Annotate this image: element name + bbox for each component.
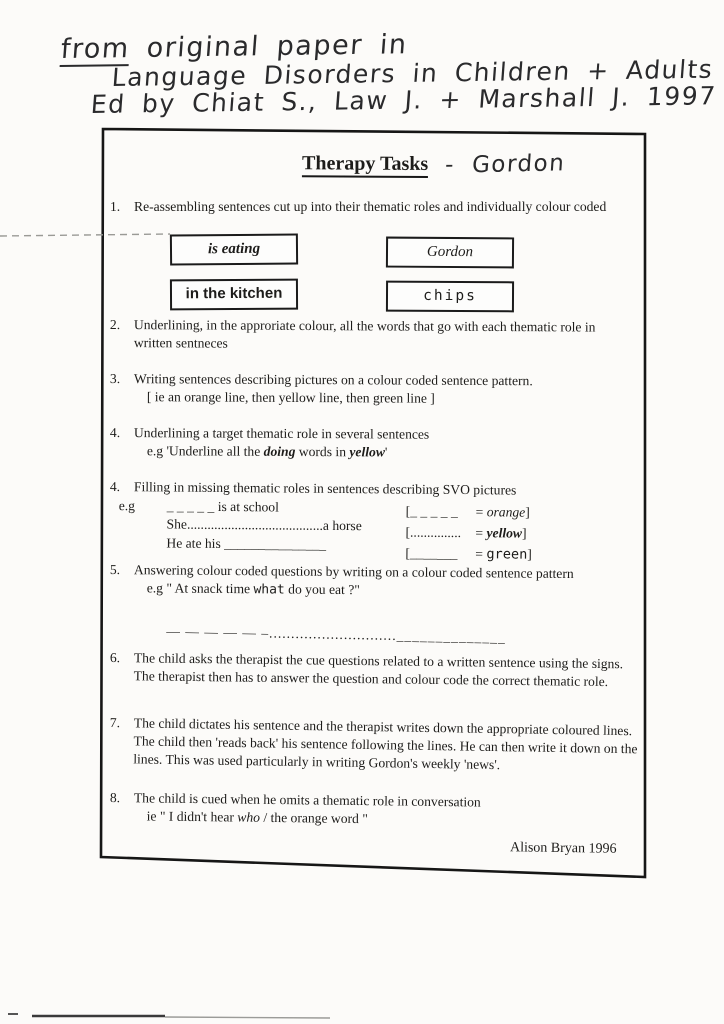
handwritten-from-word: from (60, 33, 131, 67)
item-number: 4. (109, 478, 121, 495)
blank-dots: ........................................ (186, 517, 323, 534)
sentence-card-chips (386, 281, 514, 313)
legend-word-orange: orange (486, 504, 526, 520)
sentence-card-in-the-kitchen (170, 279, 298, 311)
example-text: e.g " At snack time (146, 580, 254, 597)
equals-sign: = (475, 525, 484, 541)
title-dash-handwritten: - (444, 151, 456, 179)
example-text: do you eat ?" (284, 581, 360, 598)
example-sentence-1 (167, 498, 397, 518)
bracket: [ (405, 524, 411, 540)
example-text: e.g 'Underline all the (146, 443, 264, 460)
task-item-2 (110, 316, 630, 355)
card-label: chips (423, 287, 477, 304)
item-number: 4. (109, 425, 121, 441)
example-mono-what: what (253, 582, 285, 598)
card-label: in the kitchen (185, 285, 283, 303)
example-sentence-3 (166, 534, 396, 554)
item-number: 5. (109, 562, 121, 578)
legend-solid-line: _______ (409, 545, 458, 562)
sentence-text: She (166, 516, 188, 533)
pattern-solid-line: ______________ (396, 627, 506, 645)
answer-pattern-line (166, 622, 629, 649)
colour-code-legend (405, 503, 532, 567)
task-item-1 (110, 198, 630, 216)
bracket: ] (527, 546, 532, 562)
bracket: [ (405, 503, 411, 519)
item-text: Underlining, in the approriate colour, all the words that go with each thematic role in written sentneces (133, 317, 596, 351)
handwritten-line1-rest: original paper in (145, 29, 409, 64)
bracket: ] (525, 504, 530, 520)
task-item-5 (109, 561, 630, 644)
task-item-4b (109, 478, 630, 566)
item-number: 7. (109, 714, 121, 731)
legend-word-yellow: yellow (486, 525, 523, 541)
item-text: Answering colour coded questions by writing on a colour coded sentence pattern (133, 562, 574, 582)
task-item-3 (110, 370, 630, 409)
task-item-6 (110, 649, 630, 692)
page-title: Therapy Tasks (302, 152, 428, 178)
sentence-card-is-eating (170, 233, 298, 265)
handwritten-book-title: Language Disorders in Children + Adults (110, 54, 715, 93)
example-sentences (166, 498, 396, 555)
card-label: is eating (207, 241, 261, 258)
legend-dots: ............... (410, 524, 462, 541)
example-emphasis-yellow: yellow (349, 444, 385, 460)
blank-solid-line: _______________ (224, 535, 327, 552)
item-text: The child is cued when he omits a thematic role in conversation (133, 790, 481, 810)
equals-sign: = (475, 504, 484, 520)
item-text: Re-assembling sentences cut up into their thematic roles and individually colour coded (134, 199, 607, 214)
title-name-handwritten: Gordon (471, 150, 566, 179)
example-text: ie " I didn't hear (146, 808, 238, 825)
example-text: words in (295, 444, 350, 460)
example-sentence-2 (167, 516, 397, 536)
task-item-4a (110, 424, 630, 463)
legend-word-green: green (486, 546, 528, 563)
legend-dashes: _ _ _ _ _ (410, 503, 458, 520)
bracket: [ (405, 545, 410, 561)
item-text: Writing sentences describing pictures on a colour coded sentence pattern. (133, 371, 533, 389)
title-row (302, 149, 566, 181)
item-example (134, 442, 630, 463)
blank-dashes: _ _ _ _ _ (166, 498, 215, 515)
example-text: ' (384, 444, 388, 460)
legend-row-orange (406, 503, 533, 525)
therapy-tasks-sheet (102, 128, 645, 876)
sentence-card-gordon (386, 237, 514, 269)
author-credit: Alison Bryan 1996 (510, 840, 618, 857)
item-number: 3. (109, 371, 121, 387)
item-number: 8. (109, 789, 121, 806)
item-number: 1. (110, 199, 121, 214)
item-number: 6. (109, 649, 121, 666)
item-number: 2. (109, 317, 121, 333)
card-label: Gordon (426, 244, 474, 261)
bracket: ] (521, 525, 527, 541)
handwritten-editors: Ed by Chiat S., Law J. + Marshall J. 1997 (89, 81, 718, 120)
sentence-text: is at school (214, 499, 279, 515)
pattern-dashes: — — — — — – (166, 623, 270, 641)
sentence-text: a horse (322, 518, 362, 534)
pattern-dots: ............................. (269, 625, 397, 643)
example-emphasis-doing: doing (263, 444, 296, 460)
item-text: The child dictates his sentence and the therapist writes down the appropriate coloured lines. The child then 'reads back' his sentence following the lines. He can then write it down on the lines. This was used particularly in writing Gordon's weekly 'news'. (133, 715, 638, 773)
sentence-text: He ate his (166, 535, 225, 551)
bottom-mark-gray-line (165, 1017, 330, 1018)
task-item-7 (109, 714, 638, 777)
eg-label: e.g (118, 498, 136, 514)
legend-row-yellow (405, 524, 532, 546)
task-item-8 (110, 789, 630, 832)
equals-sign: = (475, 546, 484, 562)
example-text: / the orange word " (259, 810, 368, 827)
example-emphasis-who: who (237, 809, 261, 826)
item-text: Underlining a target thematic role in several sentences (133, 425, 430, 442)
fill-in-examples (109, 497, 630, 566)
item-example: [ ie an orange line, then yellow line, then green line ] (146, 389, 435, 406)
item-text: Filling in missing thematic roles in sentences describing SVO pictures (133, 479, 517, 498)
item-text: The child asks the therapist the cue questions related to a written sentence using the signs. The therapist then has to answer the question and colour code the correct thematic role. (133, 650, 624, 690)
